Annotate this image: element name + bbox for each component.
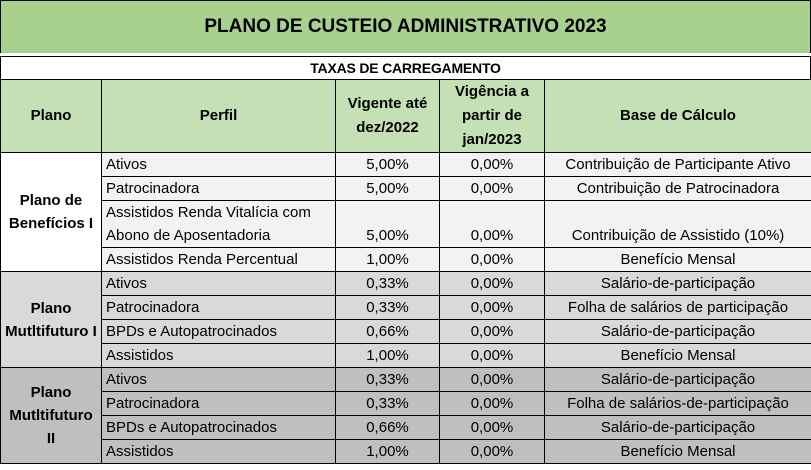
table-row [1, 177, 811, 201]
header-row [1, 80, 811, 153]
perfil-cell[interactable]: Patrocinadora [102, 296, 336, 320]
table-row [1, 248, 811, 272]
vigente-cell[interactable]: 1,00% [336, 248, 440, 272]
header-perfil[interactable]: Perfil [102, 80, 336, 153]
vigencia-cell[interactable]: 0,00% [440, 440, 545, 464]
table-row [1, 344, 811, 368]
table-row [1, 368, 811, 392]
vigente-cell[interactable]: 0,33% [336, 296, 440, 320]
table-row [1, 153, 811, 177]
vigente-cell[interactable]: 0,66% [336, 320, 440, 344]
table-row [1, 320, 811, 344]
vigencia-cell[interactable]: 0,00% [440, 392, 545, 416]
rates-table [0, 79, 811, 464]
plan-cell[interactable]: Plano de Benefícios I [1, 153, 102, 272]
vigencia-cell[interactable]: 0,00% [440, 296, 545, 320]
base-cell[interactable]: Contribuição de Patrocinadora [545, 177, 811, 201]
perfil-cell[interactable]: Assistidos Renda Percentual [102, 248, 336, 272]
vigencia-cell[interactable]: 0,00% [440, 416, 545, 440]
vigencia-cell[interactable]: 0,00% [440, 177, 545, 201]
base-cell[interactable]: Salário-de-participação [545, 320, 811, 344]
perfil-cell[interactable]: BPDs e Autopatrocinados [102, 320, 336, 344]
header-vigencia[interactable]: Vigência a partir de jan/2023 [440, 80, 545, 153]
base-cell[interactable]: Benefício Mensal [545, 248, 811, 272]
perfil-cell[interactable]: Assistidos Renda Vitalícia com Abono de Aposentadoria [102, 201, 336, 248]
sheet-title[interactable]: PLANO DE CUSTEIO ADMINISTRATIVO 2023 [0, 0, 811, 54]
vigente-cell[interactable]: 5,00% [336, 201, 440, 248]
vigente-cell[interactable]: 0,66% [336, 416, 440, 440]
vigencia-cell[interactable]: 0,00% [440, 272, 545, 296]
vigencia-cell[interactable]: 0,00% [440, 201, 545, 248]
perfil-cell[interactable]: Patrocinadora [102, 392, 336, 416]
vigente-cell[interactable]: 0,33% [336, 272, 440, 296]
vigente-cell[interactable]: 5,00% [336, 177, 440, 201]
base-cell[interactable]: Salário-de-participação [545, 416, 811, 440]
vigente-cell[interactable]: 0,33% [336, 368, 440, 392]
perfil-cell[interactable]: Assistidos [102, 440, 336, 464]
vigente-cell[interactable]: 1,00% [336, 440, 440, 464]
vigente-cell[interactable]: 5,00% [336, 153, 440, 177]
sheet-subtitle[interactable]: TAXAS DE CARREGAMENTO [0, 56, 811, 80]
plan-cell[interactable]: Plano Mutltifuturo I [1, 272, 102, 368]
header-base[interactable]: Base de Cálculo [545, 80, 811, 153]
perfil-cell[interactable]: Assistidos [102, 344, 336, 368]
base-cell[interactable]: Folha de salários de participação [545, 296, 811, 320]
table-row [1, 440, 811, 464]
base-cell[interactable]: Benefício Mensal [545, 440, 811, 464]
table-row [1, 296, 811, 320]
table-row [1, 272, 811, 296]
perfil-cell[interactable]: Patrocinadora [102, 177, 336, 201]
table-row [1, 392, 811, 416]
base-cell[interactable]: Folha de salários-de-participação [545, 392, 811, 416]
header-vigente[interactable]: Vigente até dez/2022 [336, 80, 440, 153]
vigencia-cell[interactable]: 0,00% [440, 368, 545, 392]
base-cell[interactable]: Benefício Mensal [545, 344, 811, 368]
table-row [1, 201, 811, 248]
base-cell[interactable]: Contribuição de Participante Ativo [545, 153, 811, 177]
plan-cell[interactable]: Plano Mutltifuturo II [1, 368, 102, 464]
perfil-cell[interactable]: Ativos [102, 153, 336, 177]
vigencia-cell[interactable]: 0,00% [440, 344, 545, 368]
header-plano[interactable]: Plano [1, 80, 102, 153]
base-cell[interactable]: Contribuição de Assistido (10%) [545, 201, 811, 248]
vigencia-cell[interactable]: 0,00% [440, 153, 545, 177]
base-cell[interactable]: Salário-de-participação [545, 272, 811, 296]
vigente-cell[interactable]: 1,00% [336, 344, 440, 368]
perfil-cell[interactable]: Ativos [102, 272, 336, 296]
vigente-cell[interactable]: 0,33% [336, 392, 440, 416]
vigencia-cell[interactable]: 0,00% [440, 248, 545, 272]
base-cell[interactable]: Salário-de-participação [545, 368, 811, 392]
perfil-cell[interactable]: BPDs e Autopatrocinados [102, 416, 336, 440]
perfil-cell[interactable]: Ativos [102, 368, 336, 392]
vigencia-cell[interactable]: 0,00% [440, 320, 545, 344]
table-row [1, 416, 811, 440]
